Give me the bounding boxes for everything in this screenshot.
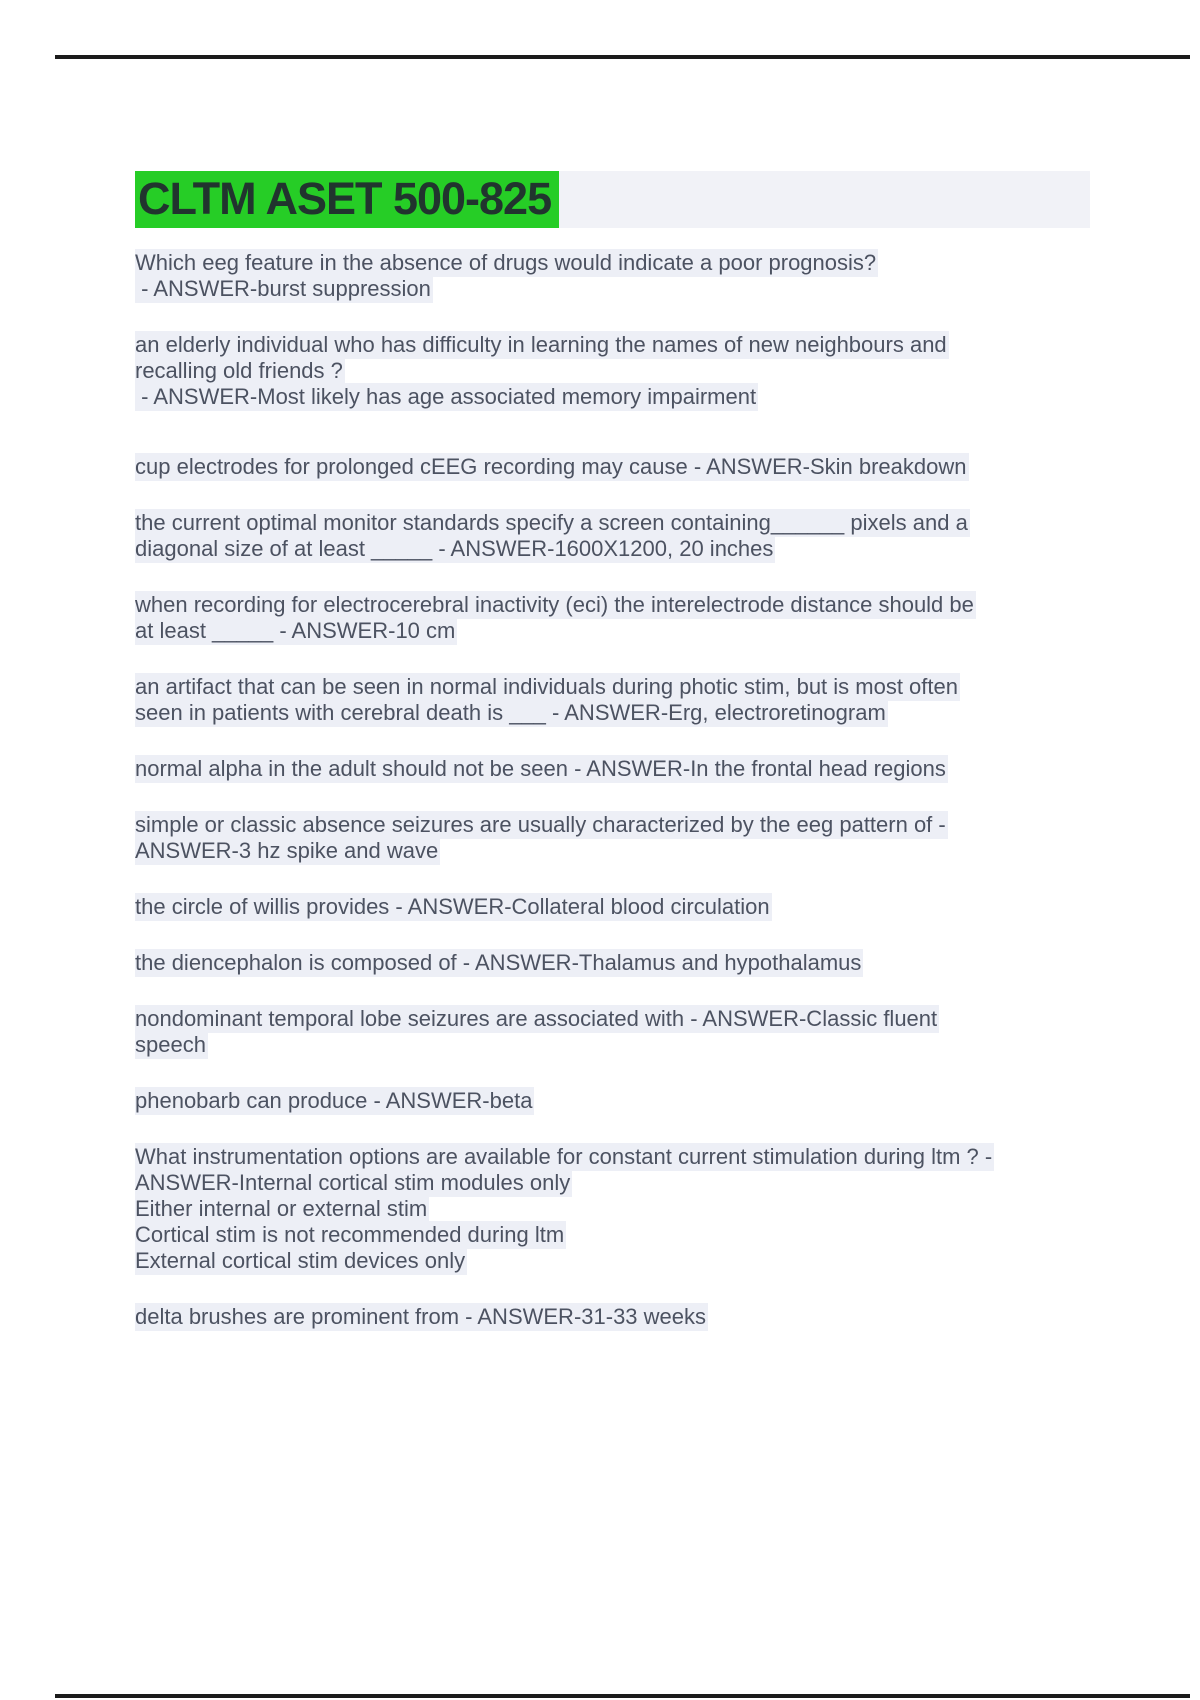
qa-paragraph <box>135 332 1095 410</box>
qa-line-text: ANSWER-3 hz spike and wave <box>135 838 439 863</box>
qa-line <box>135 1248 1095 1274</box>
qa-line-text: normal alpha in the adult should not be seen - ANSWER-In the frontal head regions <box>135 756 946 781</box>
qa-line-text: the circle of willis provides - ANSWER-Collateral blood circulation <box>135 894 770 919</box>
qa-line <box>135 700 1095 726</box>
qa-line <box>135 510 1095 536</box>
qa-line <box>135 1006 1095 1032</box>
qa-line-text: nondominant temporal lobe seizures are associated with - ANSWER-Classic fluent <box>135 1006 938 1031</box>
qa-line-text: the current optimal monitor standards specify a screen containing______ pixels and a <box>135 510 968 535</box>
qa-line <box>135 1196 1095 1222</box>
qa-line <box>135 674 1095 700</box>
qa-paragraph <box>135 1304 1095 1330</box>
qa-paragraph <box>135 950 1095 976</box>
qa-line-text: phenobarb can produce - ANSWER-beta <box>135 1088 533 1113</box>
qa-line <box>135 1170 1095 1196</box>
top-rule <box>55 55 1190 59</box>
qa-list <box>135 250 1095 1360</box>
qa-line <box>135 1032 1095 1058</box>
qa-line-text: Either internal or external stim <box>135 1196 428 1221</box>
qa-line <box>135 536 1095 562</box>
qa-line-text: when recording for electrocerebral inactivity (eci) the interelectrode distance should be <box>135 592 974 617</box>
qa-line <box>135 1144 1095 1170</box>
qa-line-text: speech <box>135 1032 206 1057</box>
qa-line-text: What instrumentation options are available for constant current stimulation during ltm ? - <box>135 1144 993 1169</box>
qa-line <box>135 812 1095 838</box>
qa-paragraph <box>135 1006 1095 1058</box>
qa-paragraph <box>135 894 1095 920</box>
qa-paragraph <box>135 756 1095 782</box>
qa-paragraph <box>135 510 1095 562</box>
qa-line-text: at least _____ - ANSWER-10 cm <box>135 618 456 643</box>
qa-line-text: Which eeg feature in the absence of drugs would indicate a poor prognosis? <box>135 250 877 275</box>
qa-paragraph <box>135 1144 1095 1274</box>
qa-line-text: diagonal size of at least _____ - ANSWER-1600X1200, 20 inches <box>135 536 774 561</box>
qa-paragraph <box>135 812 1095 864</box>
qa-line <box>135 950 1095 976</box>
qa-line <box>135 894 1095 920</box>
qa-paragraph <box>135 1088 1095 1114</box>
qa-line-text: External cortical stim devices only <box>135 1248 466 1273</box>
qa-paragraph <box>135 674 1095 726</box>
bottom-rule <box>55 1694 1190 1698</box>
qa-paragraph <box>135 250 1095 302</box>
qa-line <box>135 384 1095 410</box>
qa-line <box>135 756 1095 782</box>
title-band <box>135 171 1090 228</box>
qa-line <box>135 250 1095 276</box>
qa-paragraph <box>135 592 1095 644</box>
qa-line <box>135 618 1095 644</box>
qa-line-text: seen in patients with cerebral death is ___ - ANSWER-Erg, electroretinogram <box>135 700 886 725</box>
qa-line <box>135 454 1095 480</box>
qa-line <box>135 358 1095 384</box>
qa-line-text: the diencephalon is composed of - ANSWER-Thalamus and hypothalamus <box>135 950 862 975</box>
qa-line <box>135 838 1095 864</box>
qa-paragraph <box>135 454 1095 480</box>
qa-line-text: recalling old friends ? <box>135 358 343 383</box>
qa-line <box>135 276 1095 302</box>
qa-line-text: an artifact that can be seen in normal individuals during photic stim, but is most often <box>135 674 958 699</box>
qa-line-text: - ANSWER-Most likely has age associated memory impairment <box>135 384 757 409</box>
page-title: CLTM ASET 500-825 <box>135 171 559 228</box>
qa-line <box>135 1088 1095 1114</box>
qa-line <box>135 1304 1095 1330</box>
qa-line <box>135 1222 1095 1248</box>
qa-line-text: simple or classic absence seizures are usually characterized by the eeg pattern of - <box>135 812 946 837</box>
qa-line-text: an elderly individual who has difficulty in learning the names of new neighbours and <box>135 332 947 357</box>
qa-line-text: - ANSWER-burst suppression <box>135 276 431 301</box>
qa-line-text: delta brushes are prominent from - ANSWER-31-33 weeks <box>135 1304 707 1329</box>
qa-line <box>135 332 1095 358</box>
qa-line-text: Cortical stim is not recommended during ltm <box>135 1222 565 1247</box>
qa-line <box>135 592 1095 618</box>
qa-line-text: ANSWER-Internal cortical stim modules only <box>135 1170 571 1195</box>
qa-line-text: cup electrodes for prolonged cEEG recording may cause - ANSWER-Skin breakdown <box>135 454 967 479</box>
